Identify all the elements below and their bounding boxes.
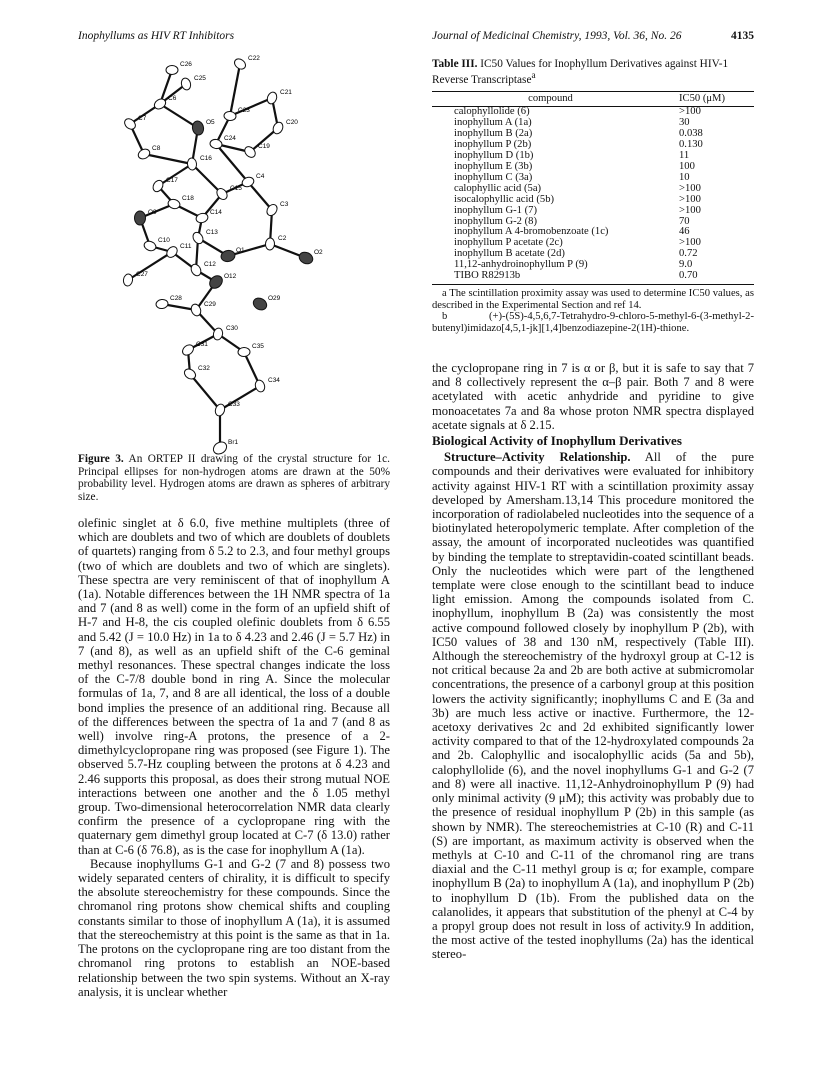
bond bbox=[144, 154, 192, 164]
section-heading: Biological Activity of Inophyllum Derivatives bbox=[432, 433, 682, 449]
ic50-cell: 10 bbox=[679, 171, 690, 183]
compound-cell: inophyllum G-1 (7) bbox=[454, 204, 537, 216]
atom-label: O5 bbox=[206, 119, 215, 126]
ic50-cell: 30 bbox=[679, 117, 690, 129]
atom-ellipse bbox=[251, 296, 269, 313]
table-row bbox=[432, 195, 754, 206]
journal-header bbox=[432, 30, 754, 42]
atom-ellipse bbox=[187, 158, 197, 171]
table-title bbox=[432, 58, 754, 87]
left-column bbox=[78, 516, 390, 999]
ic50-cell: >100 bbox=[679, 204, 701, 216]
atom-label: C34 bbox=[268, 377, 280, 384]
ic50-table bbox=[432, 91, 754, 285]
atom-ellipse bbox=[224, 111, 237, 121]
atom-label: C12 bbox=[204, 261, 216, 268]
atom-ellipse bbox=[181, 343, 196, 358]
ic50-cell: 9.0 bbox=[679, 259, 693, 271]
atom-label: C32 bbox=[198, 365, 210, 372]
atom-label: C35 bbox=[252, 343, 264, 350]
compound-cell: isocalophyllic acid (5b) bbox=[454, 193, 555, 205]
figure-label: Figure 3. bbox=[78, 453, 124, 465]
atom-ellipse bbox=[166, 66, 178, 75]
bond bbox=[160, 104, 198, 128]
page-number: 4135 bbox=[731, 30, 754, 42]
ic50-cell: >100 bbox=[679, 193, 701, 205]
table-label: Table III. bbox=[432, 58, 478, 70]
paragraph: the cyclopropane ring in 7 is α or β, but it is safe to say that 7 and 8 collectively represent the α–β pair. Both 7 and 8 were acetylated with acetic anhydride and pyridine to give monoacetates 7a and 8a whose proton NMR spectra displayed acetate signals at δ 2.15. bbox=[432, 361, 754, 432]
ic50-cell: 0.038 bbox=[679, 128, 703, 140]
atom-label: C23 bbox=[238, 107, 250, 114]
atom-label: Br1 bbox=[228, 439, 239, 446]
atom-ellipse bbox=[189, 263, 203, 278]
compound-cell: inophyllum D (1b) bbox=[454, 150, 534, 162]
atom-ellipse bbox=[143, 240, 157, 253]
atom-label: C22 bbox=[248, 55, 260, 62]
ic50-cell: 0.72 bbox=[679, 248, 698, 260]
atom-label: C10 bbox=[158, 237, 170, 244]
table-footnote-b: b (+)-(5S)-4,5,6,7-Tetrahydro-9-chloro-5-methyl-6-(3-methyl-2-butenyl)imidazo[4,5,1-jk][1,4]benzodiazepine-2(1H)-thione. bbox=[432, 311, 754, 334]
atom-ellipse bbox=[297, 250, 314, 266]
compound-cell: inophyllum P acetate (2c) bbox=[454, 237, 563, 249]
atom-label: C19 bbox=[258, 143, 270, 150]
atom-label: C30 bbox=[226, 325, 238, 332]
atom-label: C29 bbox=[204, 301, 216, 308]
atom-label: C27 bbox=[136, 271, 148, 278]
atom-label: C28 bbox=[170, 295, 182, 302]
atom-label: C20 bbox=[286, 119, 298, 126]
paragraph: Because inophyllums G-1 and G-2 (7 and 8) possess two widely separated centers of chirality, it is difficult to specify the absolute stereochemistry for these compounds. Since the chromanol ring protons show chemical shifts and coupling constants similar to those of inophyllum A (1a), it is assumed that the stereochemistry at this point is the same as that in 1a. The protons on the cyclopropane ring are too distant from the chromanol ring protons to establish an NOE-based relationship between the two spin systems. Without an X-ray analysis, it is unclear whether bbox=[78, 856, 390, 999]
journal-citation: Journal of Medicinal Chemistry, 1993, Vol. 36, No. 26 bbox=[432, 30, 682, 42]
atom-label: C31 bbox=[196, 341, 208, 348]
atom-label: O12 bbox=[224, 273, 237, 280]
right-column bbox=[432, 361, 754, 962]
compound-cell: inophyllum C (3a) bbox=[454, 171, 533, 183]
atom-ellipse bbox=[180, 77, 192, 91]
table-row bbox=[432, 271, 754, 284]
ic50-cell: 70 bbox=[679, 215, 690, 227]
bond bbox=[248, 182, 272, 210]
atom-ellipse bbox=[265, 238, 275, 251]
table-row bbox=[432, 206, 754, 217]
atom-label: C17 bbox=[166, 177, 178, 184]
ic50-cell: 0.130 bbox=[679, 139, 703, 151]
compound-cell: inophyllum B (2a) bbox=[454, 128, 533, 140]
compound-cell: TIBO R82913b bbox=[432, 271, 669, 284]
table-footnote-a: a The scintillation proximity assay was used to determine IC50 values, as described in the Experimental Section and ref 14. bbox=[432, 287, 754, 311]
atom-label: O2 bbox=[314, 249, 323, 256]
table-title-mark: a bbox=[531, 71, 536, 82]
atom-label: C6 bbox=[168, 95, 177, 102]
atom-label: C8 bbox=[152, 145, 161, 152]
subsection-heading: Structure–Activity Relationship. bbox=[444, 450, 631, 465]
ic50-cell: 46 bbox=[679, 226, 690, 238]
ic50-cell: 100 bbox=[679, 161, 695, 173]
atom-ellipse bbox=[165, 245, 180, 260]
atom-label: C26 bbox=[180, 61, 192, 68]
col-header-ic50: IC50 (μM) bbox=[669, 91, 754, 107]
atom-ellipse bbox=[220, 249, 236, 263]
atom-ellipse bbox=[254, 379, 266, 393]
atom-label: C14 bbox=[210, 209, 222, 216]
atom-label: C21 bbox=[280, 89, 292, 96]
atom-ellipse bbox=[209, 139, 222, 150]
compound-cell: inophyllum A 4-bromobenzoate (1c) bbox=[454, 226, 609, 238]
table-title-text: IC50 Values for Inophyllum Derivatives against HIV-1 Reverse Transcriptase bbox=[432, 58, 729, 87]
atom-label: C13 bbox=[206, 229, 218, 236]
atom-label: C4 bbox=[256, 173, 265, 180]
compound-cell: inophyllum G-2 (8) bbox=[454, 215, 537, 227]
atom-ellipse bbox=[155, 299, 168, 309]
paragraph: olefinic singlet at δ 6.0, five methine multiplets (three of which are doublets and two of which are doublets of doublets of quartets) ranging from δ 5.2 to 2.3, and four methyl groups (two of which are doublets and two of which are singlets). These spectra are very reminiscent of that of inophyllum A (1a). Notable differences between the 1H NMR spectra of 1a and 7 (and 8 as well) come in the form of an upfield shift of H-7 and H-8, the cis coupled olefinic doublets from δ 6.55 and 5.42 (J = 10.0 Hz) in 1a to δ 4.23 and 2.46 (J = 5.7 Hz) in 7 (and 8), as well as an upfield shift of the C-6 geminal methyl resonances. These spectral changes indicate the loss of the C-7/8 double bond in ring A. Since the molecular formulas of 1a, 7, and 8 are all identical, the loss of a double bond implies the presence of an additional ring. Because all of the differences between the spectra of 1a and 7 (and 8 as well) involve ring-A protons, the presence of a 2-dimethylcyclopropane ring was proposed (see Figure 1). The observed 5.7-Hz coupling between the protons at δ 4.23 and 2.46 supports this proposal, as does their strong mutual NOE interactions between one another and the δ 1.05 methyl group. Two-dimensional heterocorrelation NMR data clearly confirm the presence of a cyclopropane ring with the quaternary gem dimethyl group located at C-7 (δ 13.0) rather than at C-6 (δ 76.8), as is the case for inophyllum A (1a). bbox=[78, 516, 390, 857]
compound-cell: 11,12-anhydroinophyllum P (9) bbox=[454, 259, 588, 271]
compound-cell: calophyllolide (6) bbox=[454, 106, 530, 118]
atom-label: C3 bbox=[280, 201, 289, 208]
atom-ellipse bbox=[238, 347, 250, 356]
ic50-cell: 0.70 bbox=[669, 271, 754, 284]
atom-label: C16 bbox=[200, 155, 212, 162]
col-header-compound: compound bbox=[432, 91, 669, 107]
bond bbox=[220, 386, 260, 410]
atom-ellipse bbox=[137, 147, 152, 160]
ic50-cell: 11 bbox=[679, 150, 690, 162]
atom-ellipse bbox=[123, 117, 138, 132]
atom-ellipse bbox=[207, 273, 225, 291]
compound-cell: inophyllum B acetate (2d) bbox=[454, 248, 565, 260]
atom-label: C25 bbox=[194, 75, 206, 82]
ic50-cell: >100 bbox=[679, 182, 701, 194]
atom-ellipse bbox=[191, 231, 205, 246]
atom-ellipse bbox=[266, 91, 279, 105]
atom-label: O9 bbox=[148, 209, 157, 216]
paragraph bbox=[432, 450, 754, 961]
figure-caption bbox=[78, 453, 390, 503]
compound-cell: inophyllum A (1a) bbox=[454, 117, 532, 129]
bond bbox=[230, 98, 272, 116]
ic50-cell: >100 bbox=[679, 106, 701, 118]
compound-cell: inophyllum E (3b) bbox=[454, 161, 533, 173]
ortep-figure bbox=[100, 48, 360, 468]
bond bbox=[128, 252, 172, 280]
atom-label: C2 bbox=[278, 235, 287, 242]
ortep-drawing bbox=[100, 48, 360, 468]
atom-label: O1 bbox=[236, 247, 245, 254]
atom-ellipse bbox=[233, 57, 248, 71]
atom-label: C24 bbox=[224, 135, 236, 142]
figure-caption-text: An ORTEP II drawing of the crystal structure for 1c. Principal ellipses for non-hydrogen atoms are drawn at the 50% probability level. Hydrogen atoms are drawn as spheres of arbitrary size. bbox=[78, 453, 391, 503]
atom-label: C33 bbox=[228, 401, 240, 408]
atom-ellipse bbox=[191, 120, 204, 136]
atom-label: C18 bbox=[182, 195, 194, 202]
table-iii bbox=[432, 58, 754, 334]
atom-ellipse bbox=[123, 273, 134, 286]
atom-label: C15 bbox=[230, 185, 242, 192]
paragraph-text: All of the pure compounds and their derivatives were evaluated for inhibitory activity against HIV-1 RT with a scintillation proximity assay developed by Amersham.13,14 This procedure monitored the incorporation of radiolabeled nucleotides into the sequence of a biotinylated heteropolymeric template. After completion of the assay, the amount of incorporated nucleotides was quantified by binding the template to streptavidin-coated scintillant beads. Only the nucleotides which were part of the lengthened template were close enough to the scintillant bead to induce light emission. Among the compounds isolated from C. inophyllum, inophyllum B (2a) was consistently the most active compound followed closely by inophyllum P (2b), with IC50 values of 38 and 130 nM, respectively (Table III). Although the stereochemistry of the hydroxyl group at C-12 is not critical because 2a and 2b are both active at submicromolar concentrations, the presence of a carbonyl group at this position lowers the activity significantly; inophyllums C and E (3a and 3b) are much less active or inactive. Furthermore, the 12-acetoxy derivatives 2c and 2d exhibited significantly lower activity compared to that of the 12-hydroxylated compounds 2a and 2b. Calophyllic and isocalophyllic acids (5a and 5b), calophyllolide (6), and the novel inophyllums G-1 and G-2 (7 and 8) were all inactive. 11,12-Anhydroinophyllum P (9) had only minimal activity (9 μM); this activity was probably due to the presence of residual inophyllum P (2b) in this sample (as shown by NMR). The stereochemistries at C-10 (R) and C-11 (S) are important, as maximum activity is observed when the methyls at C-10 and C-11 of the chromanol ring are trans diaxial and the C-11 methyl group is α; for example, compare inophyllum B (2a) to inophyllum A (1a), and inophyllum P (2b) to inophyllum D (1b). From the published data on the calanolides, it appears that substitution of the phenyl at C-4 by a propyl group does not result in loss of activity.9 In addition, the most active of the tested inophyllums (2a) has the identical stereo- bbox=[432, 450, 755, 962]
compound-cell: inophyllum P (2b) bbox=[454, 139, 532, 151]
atom-label: C11 bbox=[180, 243, 192, 250]
bond bbox=[190, 374, 220, 410]
ic50-cell: >100 bbox=[679, 237, 701, 249]
running-header: Inophyllums as HIV RT Inhibitors bbox=[78, 30, 235, 42]
atom-label: C7 bbox=[138, 115, 147, 122]
atom-ellipse bbox=[134, 211, 145, 225]
atom-label: O29 bbox=[268, 295, 281, 302]
compound-cell: calophyllic acid (5a) bbox=[454, 182, 542, 194]
